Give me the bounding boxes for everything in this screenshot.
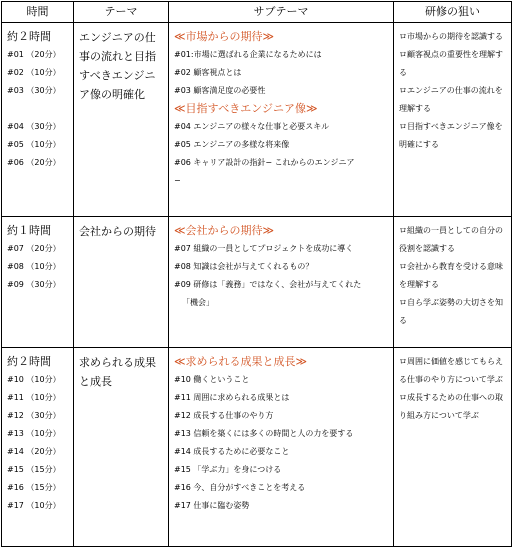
subtheme-item: #05 エンジニアの多様な将来像: [174, 140, 290, 149]
subtheme-item: #03 顧客満足度の必要性: [174, 86, 266, 95]
subtheme-item: #02 顧客視点とは: [174, 68, 242, 77]
session-gap: [7, 100, 69, 118]
header-subtheme: サブテーマ: [169, 2, 394, 23]
aim-cell: [394, 23, 512, 217]
aim-item: ロ市場からの期待を認識する: [399, 32, 503, 41]
subtheme-item: #08 知識は会社が与えてくれるもの？: [174, 262, 314, 271]
subtheme-item: #01:市場に選ばれる企業になるためには: [174, 50, 322, 59]
theme-text: エンジニアの仕事の流れと目指すべきエンジニア像の明確化: [79, 31, 156, 101]
table-row: [2, 217, 512, 348]
session-label: #09 （30分）: [7, 280, 61, 289]
aim-item: ロ組織の一員としての自分の役割を認識する: [399, 226, 503, 253]
session-label: #01 （20分）: [7, 50, 61, 59]
theme-text: 求められる成果と成長: [79, 356, 156, 388]
subtheme-cell: [169, 23, 394, 217]
aim-item: ロエンジニアの仕事の流れを理解する: [399, 86, 503, 113]
subtheme-item: −: [174, 176, 181, 185]
subtheme-item: #09 研修は「義務」ではなく、会社が与えてくれた: [174, 280, 362, 289]
period-label: 約２時間: [7, 355, 51, 368]
aim-cell: [394, 348, 512, 547]
subtheme-cell: [169, 348, 394, 547]
session-label: #13 （10分）: [7, 429, 61, 438]
subtheme-item: 「機会」: [182, 298, 214, 307]
session-label: #05 （10分）: [7, 140, 61, 149]
subtheme-item: #12 成長する仕事のやり方: [174, 411, 274, 420]
session-label: #07 （20分）: [7, 244, 61, 253]
subtheme-item: #04 エンジニアの様々な仕事と必要スキル: [174, 122, 330, 131]
session-label: #10 （10分）: [7, 375, 61, 384]
subtheme-item: #16 今、自分がすべきことを考える: [174, 483, 306, 492]
aim-item: ロ会社から教育を受ける意味を理解する: [399, 262, 503, 289]
time-cell: [2, 23, 74, 217]
theme-cell: [74, 348, 169, 547]
theme-cell: [74, 23, 169, 217]
aim-cell: [394, 217, 512, 348]
subtheme-item: #13 信頼を築くには多くの時間と人の力を要する: [174, 429, 354, 438]
session-label: #06 （20分）: [7, 158, 61, 167]
session-label: #11 （10分）: [7, 393, 61, 402]
session-label: #08 （10分）: [7, 262, 61, 271]
header-aim: 研修の狙い: [394, 2, 512, 23]
session-label: #16 （15分）: [7, 483, 61, 492]
aim-item: ロ成長するための仕事への取り組み方について学ぶ: [399, 393, 503, 420]
subtheme-heading: ≪市場からの期待≫: [174, 30, 275, 43]
subtheme-item: #11 周囲に求められる成果とは: [174, 393, 290, 402]
table-row: [2, 23, 512, 217]
aim-item: ロ目指すべきエンジニア像を明確にする: [399, 122, 503, 149]
header-theme: テーマ: [74, 2, 169, 23]
header-row: [2, 2, 512, 23]
aim-item: ロ顧客視点の重要性を理解する: [399, 50, 503, 77]
subtheme-heading: ≪会社からの期待≫: [174, 224, 275, 237]
session-label: #03 （30分）: [7, 86, 61, 95]
session-label: #17 （10分）: [7, 501, 61, 510]
theme-text: 会社からの期待: [79, 225, 156, 238]
subtheme-item: #15 「学ぶ力」を身につける: [174, 465, 282, 474]
session-label: #04 （30分）: [7, 122, 61, 131]
subtheme-item: #07 組織の一員としてプロジェクトを成功に導く: [174, 244, 354, 253]
session-label: #14 （20分）: [7, 447, 61, 456]
subtheme-heading: ≪求められる成果と成長≫: [174, 355, 308, 368]
subtheme-item: #10 働くということ: [174, 375, 250, 384]
aim-item: ロ自ら学ぶ姿勢の大切さを知る: [399, 298, 503, 325]
aim-item: ロ周囲に価値を感じてもらえる仕事のやり方について学ぶ: [399, 357, 503, 384]
subtheme-item: #17 仕事に臨む姿勢: [174, 501, 250, 510]
subtheme-item: #14 成長するために必要なこと: [174, 447, 290, 456]
subtheme-item: #06 キャリア設計の指針− これからのエンジニア: [174, 158, 355, 167]
session-label: #12 （30分）: [7, 411, 61, 420]
time-cell: [2, 348, 74, 547]
table-row: [2, 348, 512, 547]
header-time: 時間: [2, 2, 74, 23]
session-label: #02 （10分）: [7, 68, 61, 77]
subtheme-heading: ≪目指すべきエンジニア像≫: [174, 102, 318, 115]
session-label: #15 （15分）: [7, 465, 61, 474]
period-label: 約２時間: [7, 30, 51, 43]
period-label: 約１時間: [7, 224, 51, 237]
curriculum-table: [1, 1, 512, 547]
theme-cell: [74, 217, 169, 348]
subtheme-cell: [169, 217, 394, 348]
time-cell: [2, 217, 74, 348]
